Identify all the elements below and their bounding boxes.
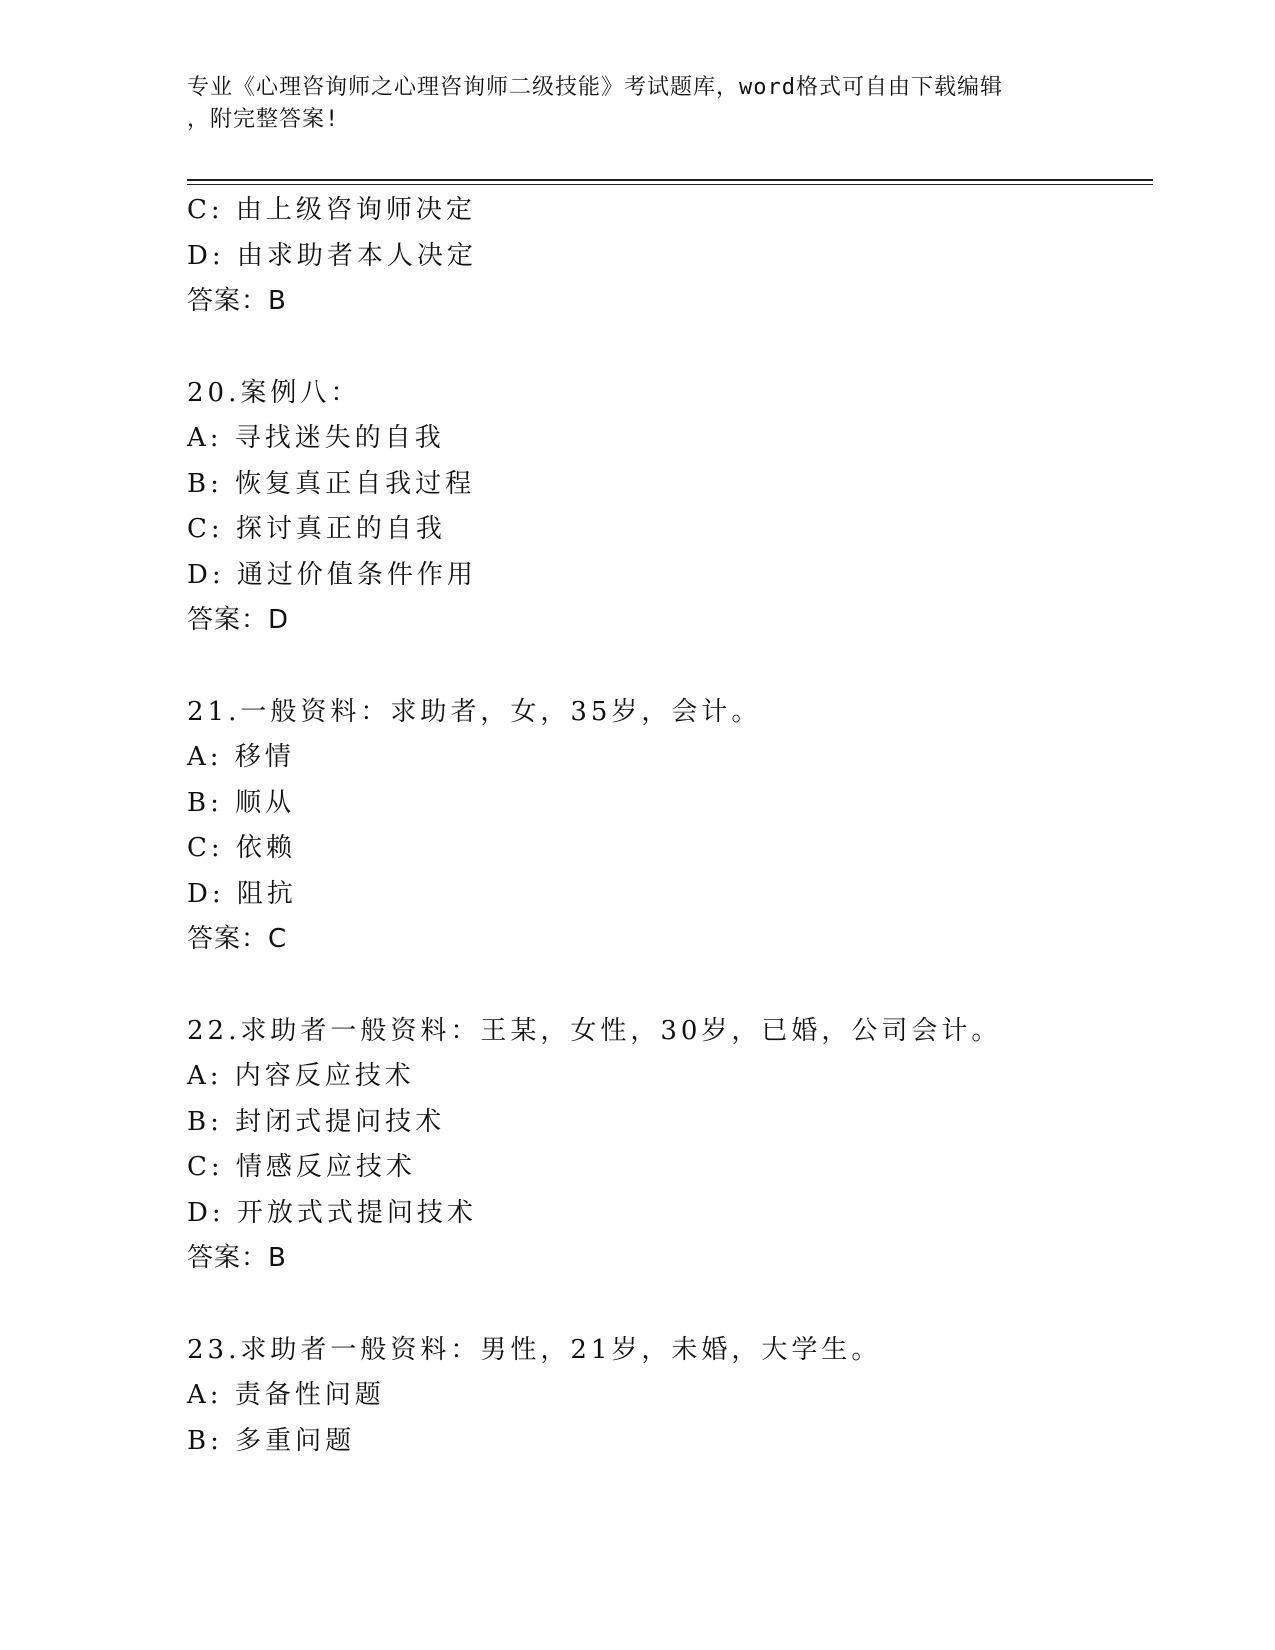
answer-option: A: 内容反应技术 [187,1061,415,1091]
answer-option: D: 开放式式提问技术 [187,1197,477,1228]
answer-option: A: 移情 [187,742,295,772]
answer-key: 答案：C [187,924,288,954]
question-stem: 20.案例八： [187,377,361,408]
question-list [187,188,1153,1464]
paragraph-gap [187,1282,1153,1328]
question-stem: 23.求助者一般资料：男性，21岁，未婚，大学生。 [187,1334,882,1365]
answer-key: 答案：B [187,1243,287,1273]
answer-option: B: 恢复真正自我过程 [187,468,476,499]
paragraph-gap [187,963,1153,1009]
answer-option: A: 责备性问题 [187,1380,385,1410]
question-stem: 22.求助者一般资料：王某，女性，30岁，已婚，公司会计。 [187,1015,1002,1046]
answer-key: 答案：D [187,605,290,635]
header-rule-thick [187,179,1153,181]
answer-option: B: 多重问题 [187,1425,356,1456]
answer-option: D: 由求助者本人决定 [187,240,477,271]
answer-option: C: 探讨真正的自我 [187,514,446,544]
answer-option: B: 顺从 [187,787,296,818]
answer-option: C: 由上级咨询师决定 [187,195,476,225]
question-stem: 21.一般资料：求助者，女，35岁，会计。 [187,696,762,727]
answer-option: A: 寻找迷失的自我 [187,423,445,453]
answer-option: D: 通过价值条件作用 [187,559,477,590]
header-line-1: 专业《心理咨询师之心理咨询师二级技能》考试题库，word格式可自由下载编辑 [187,75,1003,100]
paragraph-gap [187,325,1153,371]
answer-key: 答案：B [187,286,287,316]
answer-option: C: 依赖 [187,833,296,863]
header-rule-thin [187,184,1153,185]
answer-option: B: 封闭式提问技术 [187,1106,446,1137]
answer-option: D: 阻抗 [187,878,297,909]
paragraph-gap [187,644,1153,690]
document-header [187,72,1067,136]
answer-option: C: 情感反应技术 [187,1152,416,1182]
header-line-2: ，附完整答案! [187,107,340,132]
